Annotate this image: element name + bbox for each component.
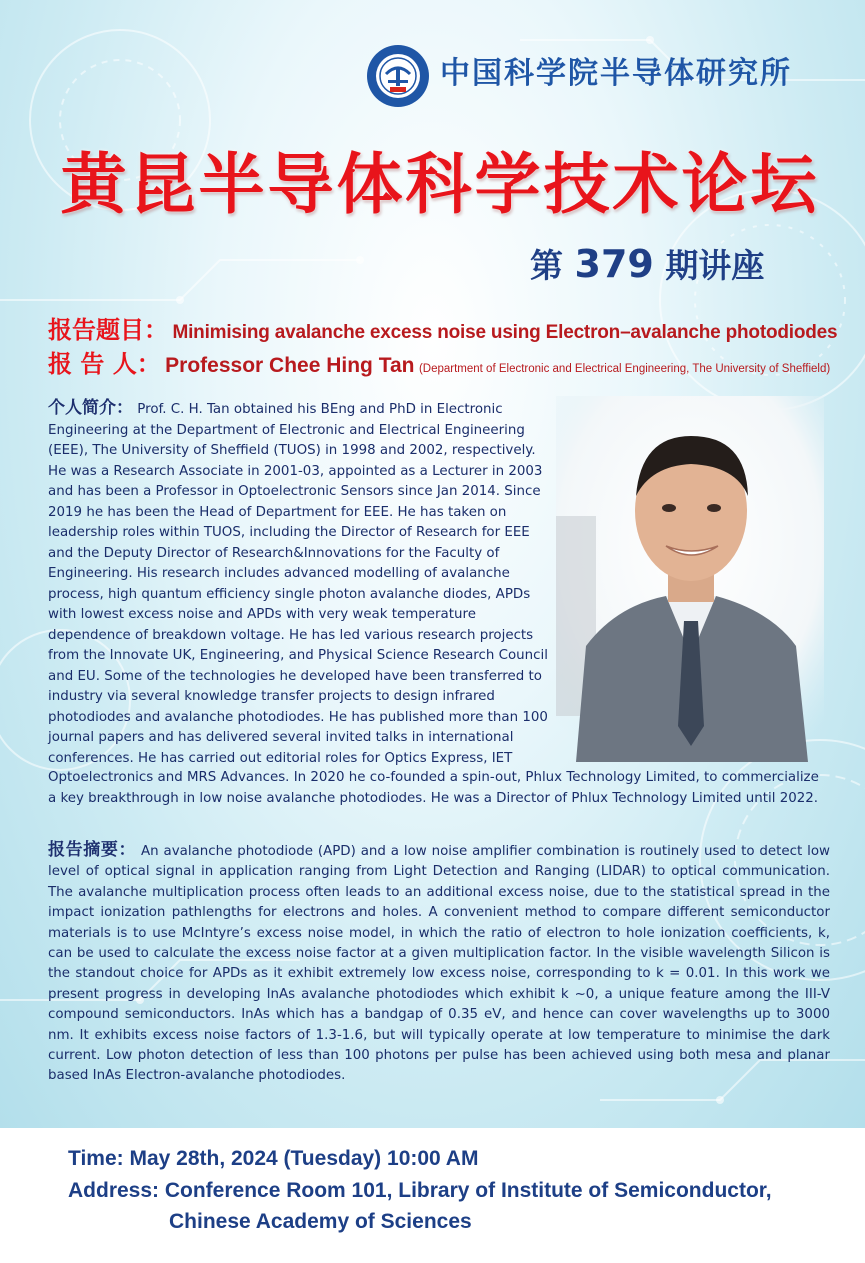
bio-section xyxy=(48,398,548,816)
event-time: Time: May 28th, 2024 (Tuesday) 10:00 AM xyxy=(68,1147,479,1170)
lecture-prefix: 第 xyxy=(530,246,563,285)
abstract-label: 报告摘要： xyxy=(48,840,137,860)
bio-tail-line-1: Optoelectronics and MRS Advances. In 2020 he co-founded a spin-out, Phlux Technology Limited, to commercialize xyxy=(48,770,819,785)
speaker-affiliation: (Department of Electronic and Electrical Engineering, The University of Sheffield) xyxy=(418,363,831,375)
event-address-line-2: Chinese Academy of Sciences xyxy=(169,1210,472,1233)
speaker-photo xyxy=(556,396,824,762)
speaker-name: Professor Chee Hing Tan xyxy=(165,354,415,377)
bio-tail xyxy=(48,768,828,812)
bio-tail-line-2: a key breakthrough in low noise avalanche photodiodes. He was a Director of Phlux Technology Limited until 2022. xyxy=(48,790,819,806)
speaker-label: 报 告 人： xyxy=(48,350,161,378)
bio-text: Prof. C. H. Tan obtained his BEng and PhD in Electronic Engineering at the Department of Electronic and Electrical Engineering (EEE), The University of Sheffield (TUOS) in 1998 and 2002, respectively. He was a Research Associate in 2001-03, appointed as a Lecturer in 2003 and has been a Professor in Optoelectronic Sensors since Jan 2014. Since 2019 he has been the Head of Department for EEE. He has taken on leadership roles within TUOS, including the Director of Research for EEE and the Deputy Director of Research&Innovations for the Faculty of Engineering. His research includes advanced modelling of avalanche process, high quantum efficiency single photon avalanche diodes, APDs with lowest excess noise and APDs with very weak temperature dependence of breakdown voltage. He has led various research projects from the Innovate UK, Engineering, and Physical Science Research Council and EU. Some of the technologies he developed have been transferred to industry via several knowledge transfer projects to design infrared photodiodes and avalanche photodiodes. He has published more than 100 journal papers and has delivered several invited talks in international conferences. He has carried out editorial roles for Optics Express, IET xyxy=(48,402,548,766)
topic-label: 报告题目： xyxy=(48,316,168,344)
bio-label: 个人简介： xyxy=(48,398,133,418)
lecture-suffix: 期讲座 xyxy=(665,246,765,285)
lecture-number xyxy=(530,238,820,290)
institute-name: 中国科学院半导体研究所 xyxy=(440,56,792,91)
topic-row xyxy=(48,310,837,346)
abstract-section xyxy=(48,840,830,1112)
lecture-number-value: 379 xyxy=(574,242,654,286)
talk-topic: Minimising avalanche excess noise using Electron–avalanche photodiodes xyxy=(172,322,838,343)
forum-title: 黄昆半导体科学技术论坛 xyxy=(60,146,820,223)
speaker-row xyxy=(48,344,830,384)
event-address: Address: Conference Room 101, Library of Institute of Semiconductor, xyxy=(68,1179,772,1202)
institute-seal-icon xyxy=(366,44,430,108)
abstract-text: An avalanche photodiode (APD) and a low noise amplifier combination is routinely used to detect low level of optical signal in application ranging from Light Detection and Ranging (LIDAR) to optical communication. The avalanche multiplication process often leads to an additional excess noise, due to the statistical spread in the impact ionization pathlengths for electrons and holes. A convenient method to compare different semiconductor materials is to use McIntyre’s excess noise model, in which the ratio of electron to hole ionization coefficients, k, can be used to calculate the excess noise factor at a given multiplication factor. In the visible wavelength Silicon is the standout choice for APDs as it exhibit extremely low excess noise, corresponding to k = 0.01. In this work we present progress in developing InAs avalanche photodiodes which exhibit k ~0, a unique feature among the III-V compound semiconductors. InAs which has a bandgap of 0.35 eV, and hence can cover wavelengths up to 3000 nm. It exhibits excess noise factors of 1.3-1.6, but will typically operate at low temperature to minimise the dark current. Low photon detection of less than 100 photons per pulse has been achieved using both mesa and planar based InAs Electron-avalanche photodiodes. xyxy=(48,844,830,1084)
